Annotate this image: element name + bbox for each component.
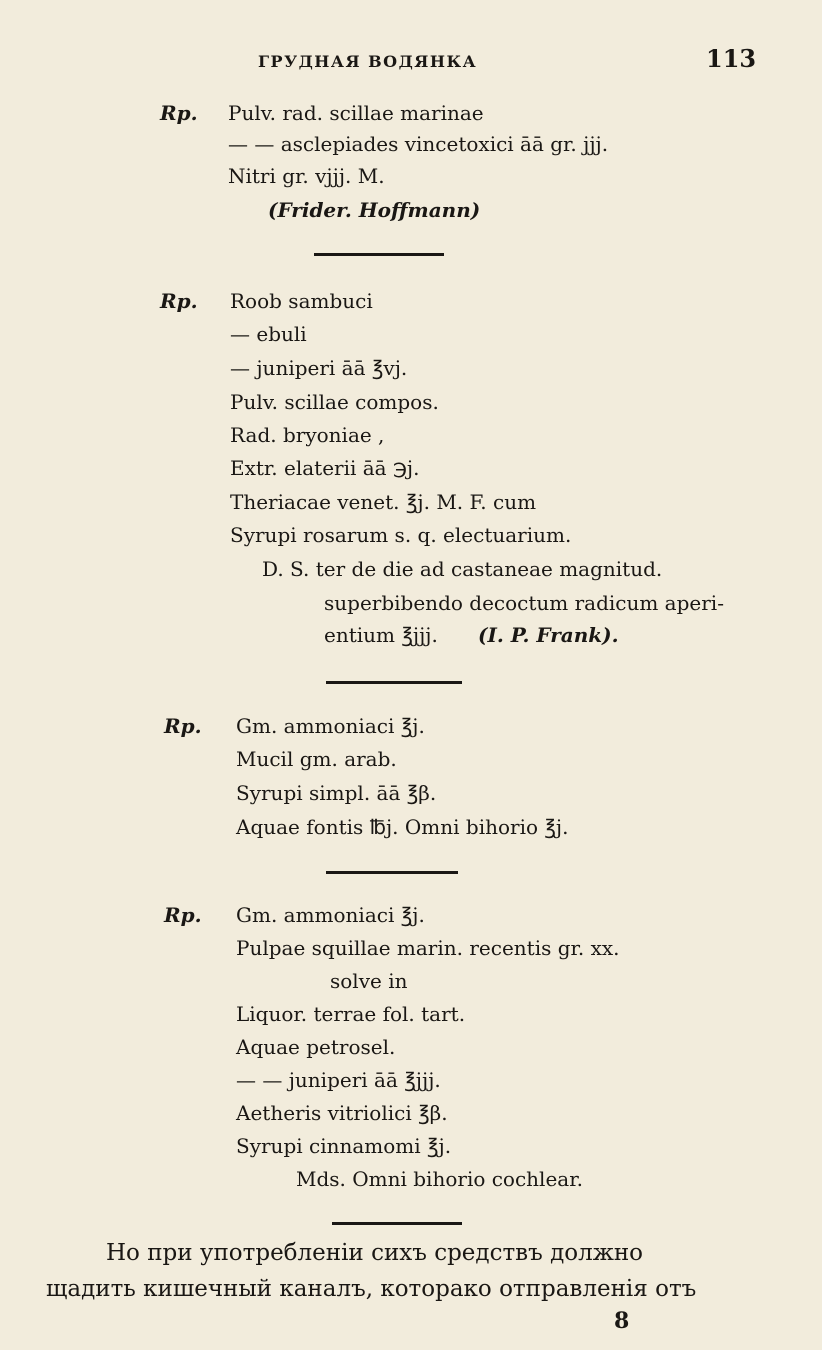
recipe-line: entium ℥jjj. bbox=[324, 623, 438, 647]
divider-rule bbox=[314, 253, 444, 256]
recipe-line: Mucil gm. arab. bbox=[236, 747, 397, 771]
recipe-line: — — asclepiades vincetoxici āā gr. jjj. bbox=[228, 132, 609, 156]
recipe-line: Rad. bryoniae , bbox=[230, 423, 385, 447]
recipe-line: Pulv. rad. scillae marinae bbox=[228, 101, 484, 125]
divider-rule bbox=[326, 681, 462, 684]
signature-mark: 8 bbox=[614, 1308, 630, 1334]
recipe-line: Roob sambuci bbox=[230, 289, 373, 313]
recipe-2-author: (I. P. Frank). bbox=[478, 623, 619, 647]
recipe-line: D. S. ter de die ad castaneae magnitud. bbox=[262, 557, 663, 581]
page-number: 113 bbox=[706, 44, 757, 73]
recipe-line: Pulpae squillae marin. recentis gr. xx. bbox=[236, 936, 620, 960]
recipe-line: Extr. elaterii āā ℈j. bbox=[230, 456, 420, 480]
recipe-line: solve in bbox=[330, 969, 408, 993]
recipe-3-rp: Rp. bbox=[164, 714, 202, 738]
recipe-1-author: (Frider. Hoffmann) bbox=[268, 198, 481, 222]
recipe-4-rp: Rp. bbox=[164, 903, 202, 927]
recipe-line: — juniperi āā ℥vj. bbox=[230, 356, 408, 380]
recipe-line: Theriacae venet. ℥j. M. F. cum bbox=[230, 490, 537, 514]
recipe-line: Aetheris vitriolici ℥β. bbox=[236, 1101, 448, 1125]
recipe-2-rp: Rp. bbox=[160, 289, 198, 313]
recipe-line: Gm. ammoniaci ℥j. bbox=[236, 714, 425, 738]
recipe-line: Nitri gr. vjjj. M. bbox=[228, 164, 385, 188]
recipe-line: Syrupi simpl. āā ℥β. bbox=[236, 781, 437, 805]
recipe-line: Aquae fontis ℔j. Omni bihorio ℥j. bbox=[236, 815, 569, 839]
recipe-line: superbibendo decoctum radicum aperi- bbox=[324, 591, 724, 615]
recipe-line: — — juniperi āā ℥jjj. bbox=[236, 1068, 441, 1092]
running-head bbox=[0, 44, 822, 78]
recipe-line: Pulv. scillae compos. bbox=[230, 390, 439, 414]
recipe-line: Aquae petrosel. bbox=[236, 1035, 396, 1059]
recipe-line: Gm. ammoniaci ℥j. bbox=[236, 903, 425, 927]
divider-rule bbox=[332, 1222, 462, 1225]
divider-rule bbox=[326, 871, 458, 874]
recipe-line: Liquor. terrae fol. tart. bbox=[236, 1002, 466, 1026]
body-text-line: щадить кишечный каналъ, которако отправленія отъ bbox=[46, 1276, 697, 1302]
body-text-line: Но при употребленіи сихъ средствъ должно bbox=[106, 1240, 644, 1266]
recipe-line: Syrupi cinnamomi ℥j. bbox=[236, 1134, 452, 1158]
running-head-title: ГРУДНАЯ ВОДЯНКА bbox=[258, 52, 478, 71]
recipe-line: Syrupi rosarum s. q. electuarium. bbox=[230, 523, 572, 547]
recipe-line: — ebuli bbox=[230, 322, 307, 346]
recipe-1-rp: Rp. bbox=[160, 101, 198, 125]
recipe-line: Mds. Omni bihorio cochlear. bbox=[296, 1167, 583, 1191]
